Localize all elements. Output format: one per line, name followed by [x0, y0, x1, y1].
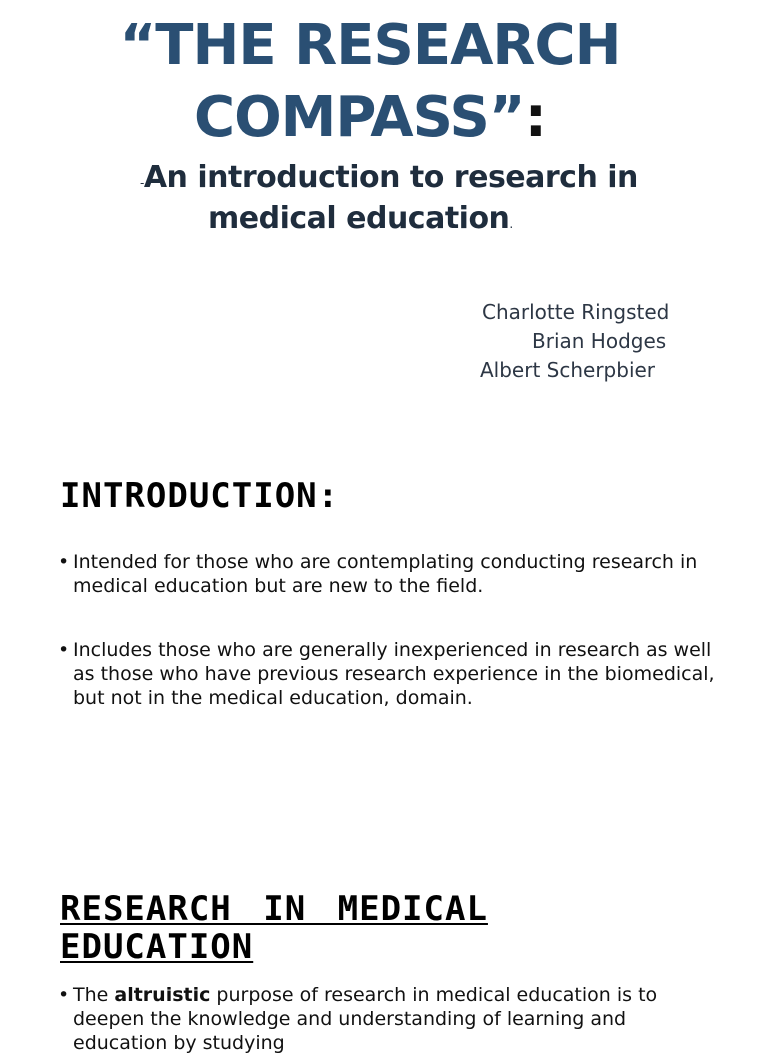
bullet-icon: •	[58, 639, 70, 661]
section-heading-research: RESEARCH IN MEDICAL EDUCATION	[60, 889, 488, 967]
bullet-text: Includes those who are generally inexperienced in research as well as those who have previous research experience in the biomedical, but not in the medical education, domain.	[73, 639, 715, 709]
author-name: Albert Scherpbier	[480, 358, 656, 382]
subtitle-dash: -	[140, 176, 144, 190]
bullet-text-prefix: The	[73, 984, 115, 1006]
document-title	[0, 10, 740, 154]
author-name: Brian Hodges	[532, 329, 667, 353]
subtitle-line-1: An introduction to research in	[143, 160, 638, 195]
list-item	[58, 550, 718, 598]
bullet-text-bold: altruistic	[114, 984, 211, 1006]
title-open-quote: “	[119, 13, 156, 78]
list-item	[58, 638, 718, 710]
bullet-text: Intended for those who are contemplating conducting research in medical education but are new to the field.	[73, 551, 698, 597]
bullet-text-rest: purpose of research in medical education is to deepen the knowledge and understanding of learning and education by studying	[73, 984, 658, 1054]
document-subtitle	[140, 160, 660, 242]
author-list	[470, 298, 670, 385]
title-line-2: COMPASS	[193, 85, 489, 150]
author-name: Charlotte Ringsted	[482, 300, 670, 324]
title-colon: :	[524, 85, 547, 150]
list-item	[58, 983, 718, 1055]
section-heading-introduction: INTRODUCTION:	[60, 476, 340, 516]
introduction-bullet-list	[58, 550, 718, 710]
bullet-icon: •	[58, 984, 70, 1006]
subtitle-period: .	[509, 217, 513, 231]
subtitle-line-2: medical education	[208, 201, 510, 236]
bullet-icon: •	[58, 551, 70, 573]
title-line-1: THE RESEARCH	[155, 13, 621, 78]
research-bullet-list	[58, 983, 718, 1055]
title-close-quote: ”	[488, 85, 525, 150]
